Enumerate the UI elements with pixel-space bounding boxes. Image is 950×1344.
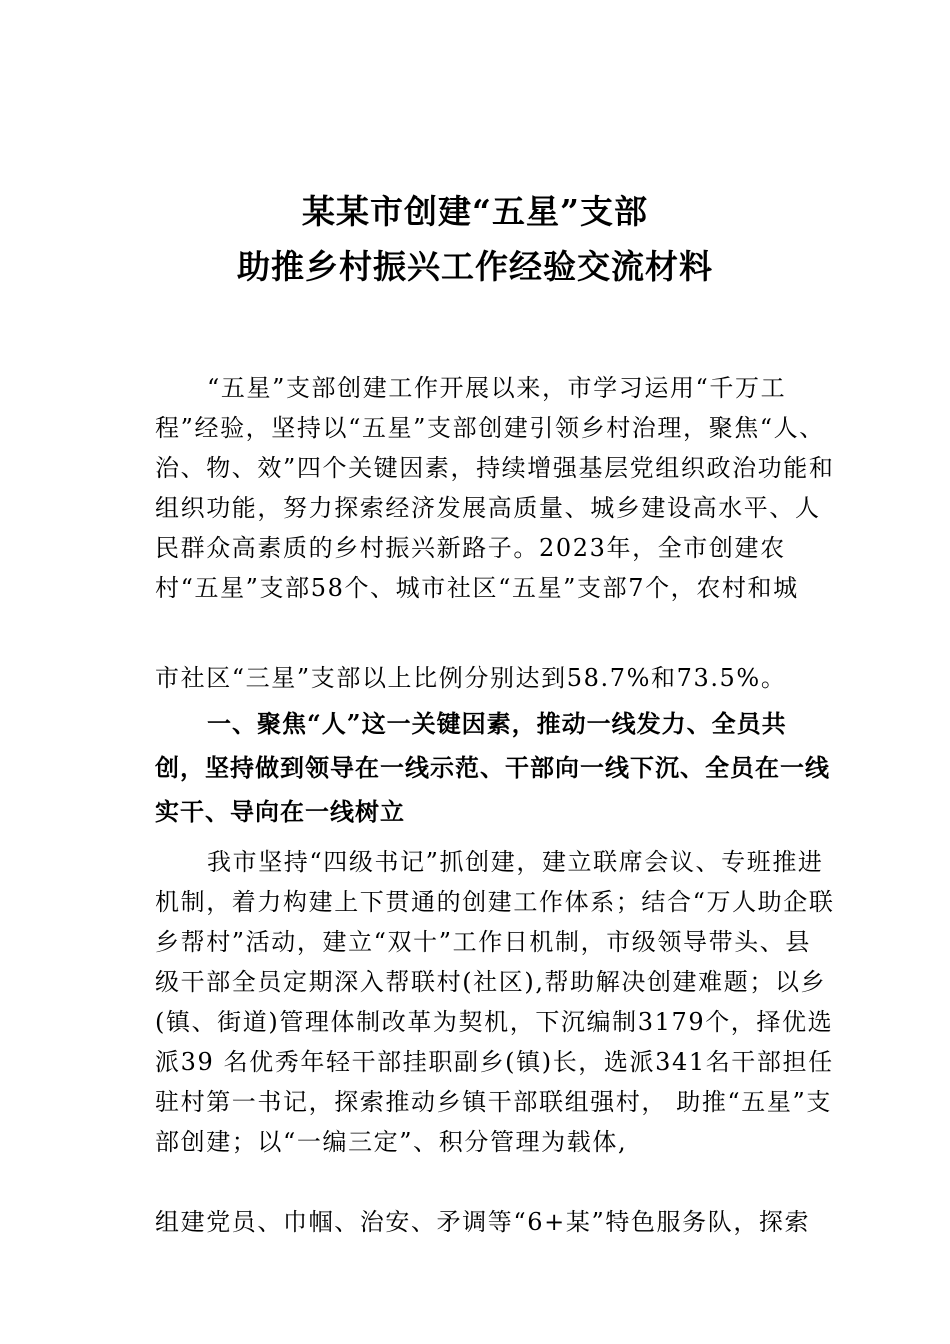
section-1-paragraph: 我市坚持“四级书记”抓创建，建立联席会议、专班推进机制，着力构建上下贯通的创建工作体系；结合“万人助企联乡帮村”活动，建立“双十”工作日机制，市级领导带头、县级干部全员定期深入帮联村(社区),帮助解决创建难题；以乡(镇、街道)管理体制改革为契机，下沉编制3179个，择优选派39 名优秀年轻干部挂职副乡(镇)长，选派341名干部担任驻村第一书记，探索推动乡镇干部联组强村， 助推“五星”支部创建；以“一编三定”、积分管理为载体,: [155, 848, 835, 1156]
document-title-line1: 某某市创建“五星”支部: [302, 192, 648, 231]
section-heading-1: 一、聚焦“人”这一关键因素，推动一线发力、全员共创，坚持做到领导在一线示范、干部向一线下沉、全员在一线实干、导向在一线树立: [155, 709, 830, 826]
document-title-line2: 助推乡村振兴工作经验交流材料: [237, 247, 713, 286]
section-1-paragraph-continuation: 组建党员、巾帼、治安、矛调等“6+某”特色服务队，探索: [155, 1208, 811, 1236]
intro-paragraph-continuation: 市社区“三星”支部以上比例分别达到58.7%和73.5%。: [155, 664, 787, 692]
intro-paragraph: “五星”支部创建工作开展以来，市学习运用“千万工程”经验，坚持以“五星”支部创建引领乡村治理，聚焦“人、治、物、效”四个关键因素，持续增强基层党组织政治功能和组织功能，努力探索经济发展高质量、城乡建设高水平、人民群众高素质的乡村振兴新路子。2023年，全市创建农村“五星”支部58个、城市社区“五星”支部7个，农村和城: [155, 374, 835, 602]
